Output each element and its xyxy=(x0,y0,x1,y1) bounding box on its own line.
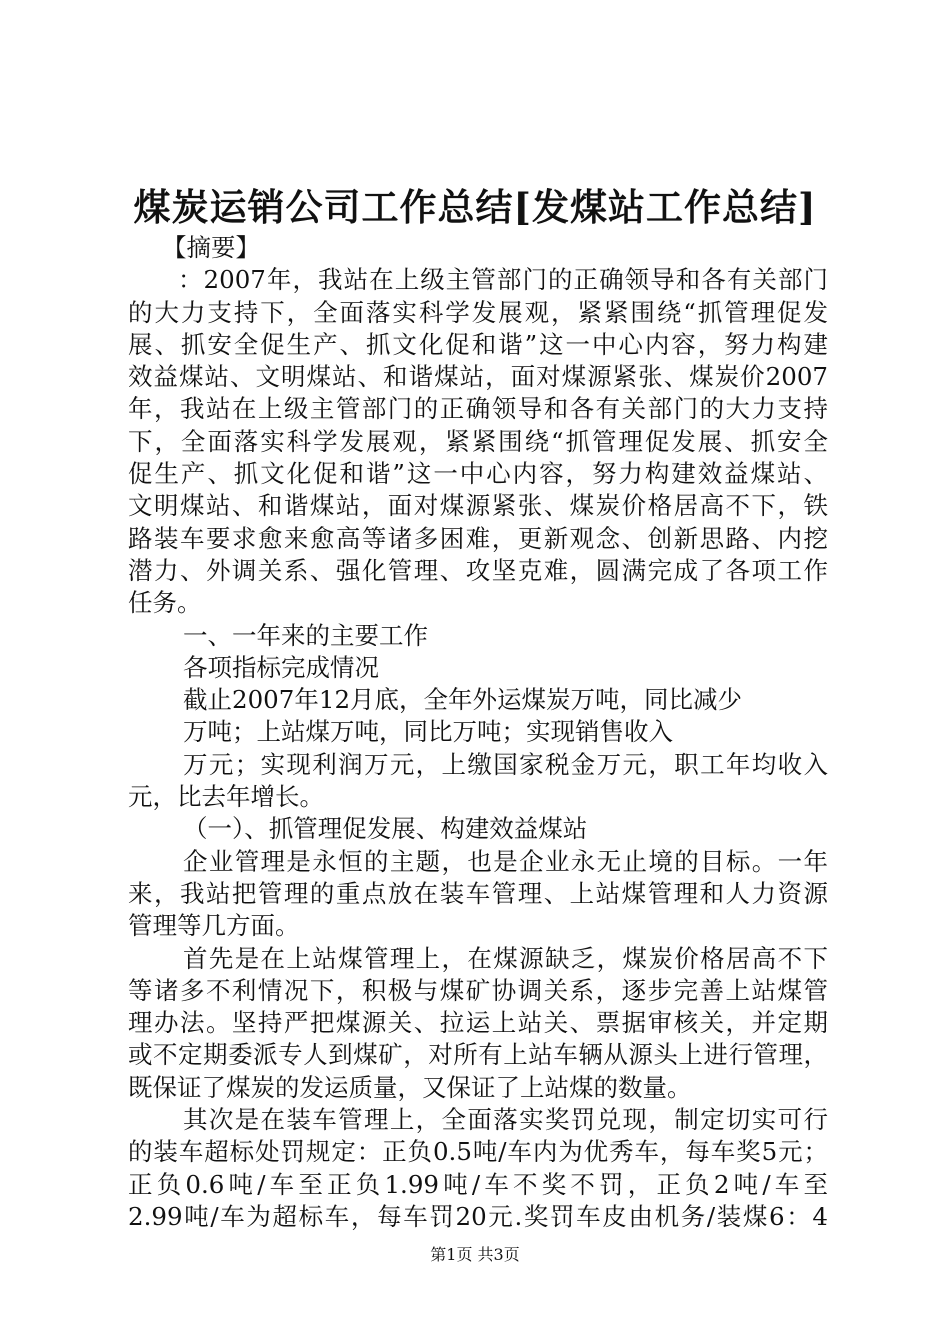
paragraph-line: 首先是在上站煤管理上，在煤源缺乏，煤炭价格居高不下 xyxy=(183,943,828,973)
paragraph-line: 任务。 xyxy=(128,588,202,618)
paragraph-line: 等诸多不利情况下，积极与煤矿协调关系，逐步完善上站煤管 xyxy=(128,975,828,1005)
section-heading: （一）、抓管理促发展、构建效益煤站 xyxy=(183,814,588,844)
paragraph-line: 万元；实现利润万元，上缴国家税金万元，职工年均收入 xyxy=(183,749,828,779)
document-body xyxy=(128,232,828,1233)
paragraph-line: 元，比去年增长。 xyxy=(128,782,324,812)
paragraph-line: 2.99吨/车为超标车，每车罚20元.奖罚车皮由机务/装煤6：4 xyxy=(128,1201,828,1231)
paragraph-line: ：2007年，我站在上级主管部门的正确领导和各有关部门 xyxy=(178,265,828,295)
paragraph-line: 来，我站把管理的重点放在装车管理、上站煤管理和人力资源 xyxy=(128,878,828,908)
paragraph-line: 既保证了煤炭的发运质量，又保证了上站煤的数量。 xyxy=(128,1072,692,1102)
paragraph-line: 展、抓安全促生产、抓文化促和谐”这一中心内容，努力构建 xyxy=(128,329,828,359)
paragraph-line: 理办法。坚持严把煤源关、拉运上站关、票据审核关，并定期 xyxy=(128,1008,828,1038)
page-footer: 第1页 共3页 xyxy=(430,1245,520,1264)
subsection-heading: 各项指标完成情况 xyxy=(183,652,379,682)
paragraph-line: 管理等几方面。 xyxy=(128,911,300,941)
section-heading: 一、一年来的主要工作 xyxy=(183,620,428,650)
paragraph-line: 万吨；上站煤万吨，同比万吨；实现销售收入 xyxy=(183,717,673,747)
paragraph-line: 路装车要求愈来愈高等诸多困难，更新观念、创新思路、内挖 xyxy=(128,523,828,553)
paragraph-line: 或不定期委派专人到煤矿，对所有上站车辆从源头上进行管理， xyxy=(128,1040,828,1070)
paragraph-line: 下，全面落实科学发展观，紧紧围绕“抓管理促发展、抓安全 xyxy=(128,426,828,456)
paragraph-line: 企业管理是永恒的主题，也是企业永无止境的目标。一年 xyxy=(183,846,828,876)
paragraph-line: 年，我站在上级主管部门的正确领导和各有关部门的大力支持 xyxy=(128,394,828,424)
paragraph-line: 的装车超标处罚规定：正负0.5吨/车内为优秀车，每车奖5元； xyxy=(128,1137,828,1167)
paragraph-line: 促生产、抓文化促和谐”这一中心内容，努力构建效益煤站、 xyxy=(128,459,828,489)
paragraph-line: 效益煤站、文明煤站、和谐煤站，面对煤源紧张、煤炭价2007 xyxy=(128,362,828,392)
paragraph-line: 截止2007年12月底，全年外运煤炭万吨，同比减少 xyxy=(183,685,743,715)
paragraph-line: 的大力支持下，全面落实科学发展观，紧紧围绕“抓管理促发 xyxy=(128,297,828,327)
abstract-label: 【摘要】 xyxy=(162,233,260,262)
document-title: 煤炭运销公司工作总结[发煤站工作总结] xyxy=(133,185,817,229)
paragraph-line: 其次是在装车管理上，全面落实奖罚兑现，制定切实可行 xyxy=(183,1105,828,1135)
paragraph-line: 正负0.6吨/车至正负1.99吨/车不奖不罚，正负2吨/车至 xyxy=(128,1169,828,1199)
paragraph-line: 潜力、外调关系、强化管理、攻坚克难，圆满完成了各项工作 xyxy=(128,555,828,585)
paragraph-line: 文明煤站、和谐煤站，面对煤源紧张、煤炭价格居高不下，铁 xyxy=(128,491,828,521)
